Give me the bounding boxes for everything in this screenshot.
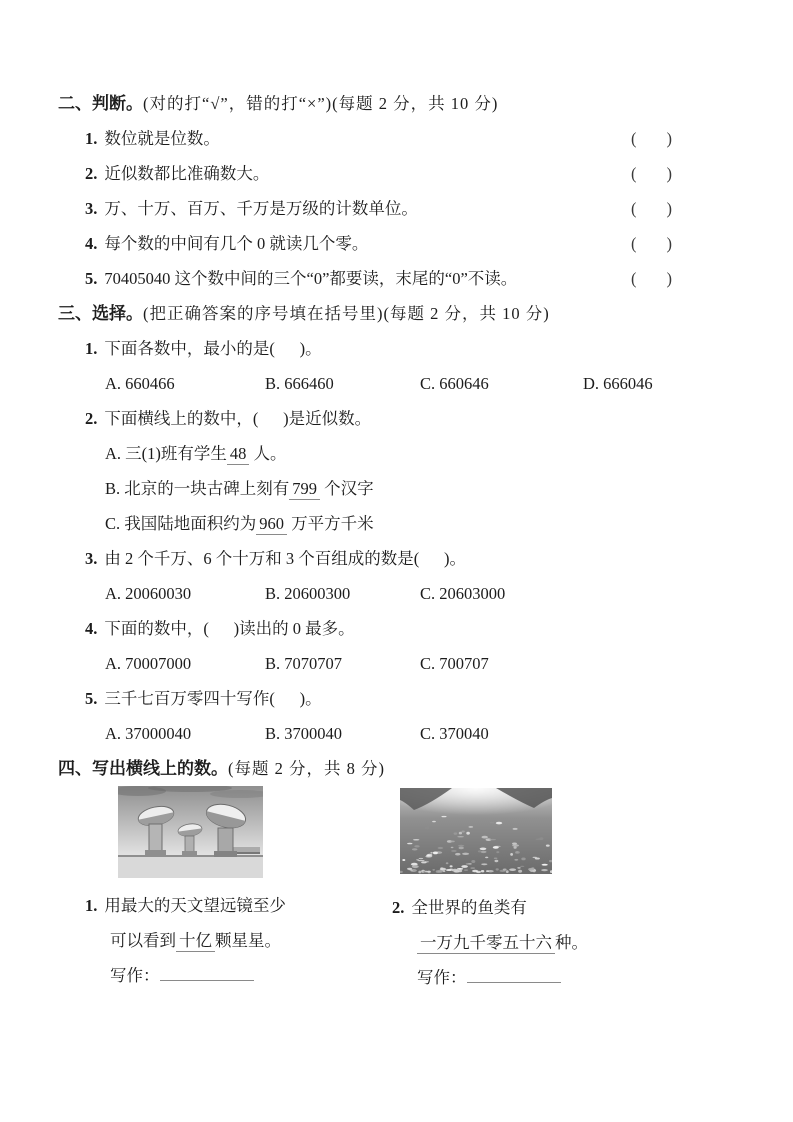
judge-item-text — [85, 261, 517, 296]
telescopes-photo-box — [85, 786, 365, 888]
question-number: 1. — [85, 339, 98, 358]
question-number: 5. — [85, 269, 98, 288]
bracket-open: ( — [631, 234, 637, 253]
answer-brackets — [631, 261, 672, 296]
judge-item — [58, 156, 672, 191]
question-text: 用最大的天文望远镜至少 — [104, 896, 286, 915]
question-text: 由 2 个千万、6 个十万和 3 个百组成的数是( )。 — [104, 549, 466, 568]
question-number: 5. — [85, 689, 98, 708]
question-text: 下面的数中，( )读出的 0 最多。 — [104, 619, 355, 638]
question-text: 下面横线上的数中，( )是近似数。 — [104, 409, 372, 428]
question-text: 可以看到 — [110, 931, 176, 950]
question-number: 2. — [85, 409, 98, 428]
option-c: C. 660646 — [420, 374, 489, 393]
judge-item — [58, 226, 672, 261]
section-judge-title: 二、判断。 — [58, 94, 143, 113]
bracket-close: ) — [666, 234, 672, 253]
section-judge-note: (对的打“√”，错的打“×”)(每题 2 分，共 10 分) — [143, 94, 499, 113]
write-item-2-line1 — [392, 890, 672, 925]
judge-item — [58, 261, 672, 296]
answer-brackets — [631, 191, 672, 226]
option-c: C. 370040 — [420, 724, 489, 743]
write-item-2 — [392, 786, 672, 995]
option-a — [105, 436, 672, 471]
option-a: A. 70007000 — [105, 654, 192, 673]
question-number: 1. — [85, 129, 98, 148]
bracket-open: ( — [631, 269, 637, 288]
question-number: 3. — [85, 199, 98, 218]
option-c: C. 20603000 — [420, 584, 506, 603]
choice-question — [85, 541, 672, 576]
question-text: 三千七百万零四十写作( )。 — [104, 689, 322, 708]
question-number: 3. — [85, 549, 98, 568]
fish-school-photo — [400, 788, 552, 874]
option-a: A. 660466 — [105, 374, 175, 393]
answer-blank — [160, 965, 254, 981]
question-text: 万、十万、百万、千万是万级的计数单位。 — [104, 199, 418, 218]
choice-options-row — [105, 646, 672, 681]
option-b: B. 666460 — [265, 374, 334, 393]
section-write-heading — [58, 751, 672, 786]
choice-options-row — [105, 716, 672, 751]
bracket-close: ) — [666, 164, 672, 183]
question-number: 4. — [85, 619, 98, 638]
answer-brackets — [631, 156, 672, 191]
radio-telescopes-photo — [118, 786, 263, 878]
choice-question — [85, 681, 672, 716]
write-item-1-line1 — [85, 888, 365, 923]
underlined-number: 799 — [289, 479, 320, 500]
option-a: A. 37000040 — [105, 724, 192, 743]
option-text: B. 北京的一块古碑上刻有 — [105, 479, 290, 498]
write-item-1-answer-line — [110, 958, 365, 993]
write-item-2-answer-line — [417, 960, 672, 995]
option-text: C. 我国陆地面积约为 — [105, 514, 257, 533]
judge-item — [58, 121, 672, 156]
option-b: B. 3700040 — [265, 724, 343, 743]
choice-question — [85, 401, 672, 436]
option-text: A. 三(1)班有学生 — [105, 444, 227, 463]
section-write-title: 四、写出横线上的数。 — [58, 759, 228, 778]
fish-photo-box — [392, 788, 672, 890]
option-b: B. 20600300 — [265, 584, 351, 603]
underlined-number-word: 十亿 — [176, 931, 215, 952]
bracket-open: ( — [631, 199, 637, 218]
answer-brackets — [631, 121, 672, 156]
judge-item-text — [85, 191, 418, 226]
choice-options-row — [105, 366, 672, 401]
option-d: D. 666046 — [583, 374, 653, 393]
judge-item-text — [85, 121, 220, 156]
question-text: 近似数都比准确数大。 — [104, 164, 270, 183]
section-judge — [58, 86, 672, 296]
write-items-columns — [58, 786, 672, 995]
option-text: 人。 — [249, 444, 287, 463]
option-text: 个汉字 — [320, 479, 374, 498]
option-b — [105, 471, 672, 506]
section-judge-heading — [58, 86, 672, 121]
underlined-number: 960 — [256, 514, 287, 535]
bracket-close: ) — [666, 199, 672, 218]
question-text: 下面各数中，最小的是( )。 — [104, 339, 322, 358]
section-choice-title: 三、选择。 — [58, 304, 143, 323]
write-label: 写作： — [417, 968, 467, 987]
choice-question — [85, 331, 672, 366]
bracket-close: ) — [666, 129, 672, 148]
section-write-note: (每题 2 分，共 8 分) — [228, 759, 385, 778]
question-text: 70405040 这个数中间的三个“0”都要读，末尾的“0”不读。 — [104, 269, 518, 288]
page-content — [58, 86, 672, 995]
question-number: 1. — [85, 896, 98, 915]
bracket-open: ( — [631, 129, 637, 148]
bracket-close: ) — [666, 269, 672, 288]
judge-item-text — [85, 226, 368, 261]
section-choice-heading — [58, 296, 672, 331]
answer-blank — [467, 967, 561, 983]
question-number: 2. — [85, 164, 98, 183]
option-a: A. 20060030 — [105, 584, 192, 603]
question-text: 颗星星。 — [215, 931, 281, 950]
write-label: 写作： — [110, 966, 160, 985]
choice-question — [85, 611, 672, 646]
write-item-1 — [85, 786, 365, 995]
choice-options-row — [105, 576, 672, 611]
question-number: 4. — [85, 234, 98, 253]
write-item-2-line2 — [417, 925, 672, 960]
option-c: C. 700707 — [420, 654, 489, 673]
judge-item — [58, 191, 672, 226]
option-b: B. 7070707 — [265, 654, 343, 673]
option-text: 万平方千米 — [287, 514, 374, 533]
question-text: 种。 — [555, 933, 588, 952]
section-write — [58, 751, 672, 995]
question-number: 2. — [392, 898, 405, 917]
bracket-open: ( — [631, 164, 637, 183]
question-text: 全世界的鱼类有 — [411, 898, 527, 917]
section-choice — [58, 296, 672, 751]
question-text: 每个数的中间有几个 0 就读几个零。 — [104, 234, 369, 253]
underlined-number: 48 — [227, 444, 250, 465]
option-c — [105, 506, 672, 541]
section-choice-note: (把正确答案的序号填在括号里)(每题 2 分，共 10 分) — [143, 304, 550, 323]
answer-brackets — [631, 226, 672, 261]
write-item-1-line2 — [110, 923, 365, 958]
question-text: 数位就是位数。 — [104, 129, 220, 148]
underlined-number-word: 一万九千零五十六 — [417, 933, 555, 954]
judge-item-text — [85, 156, 269, 191]
